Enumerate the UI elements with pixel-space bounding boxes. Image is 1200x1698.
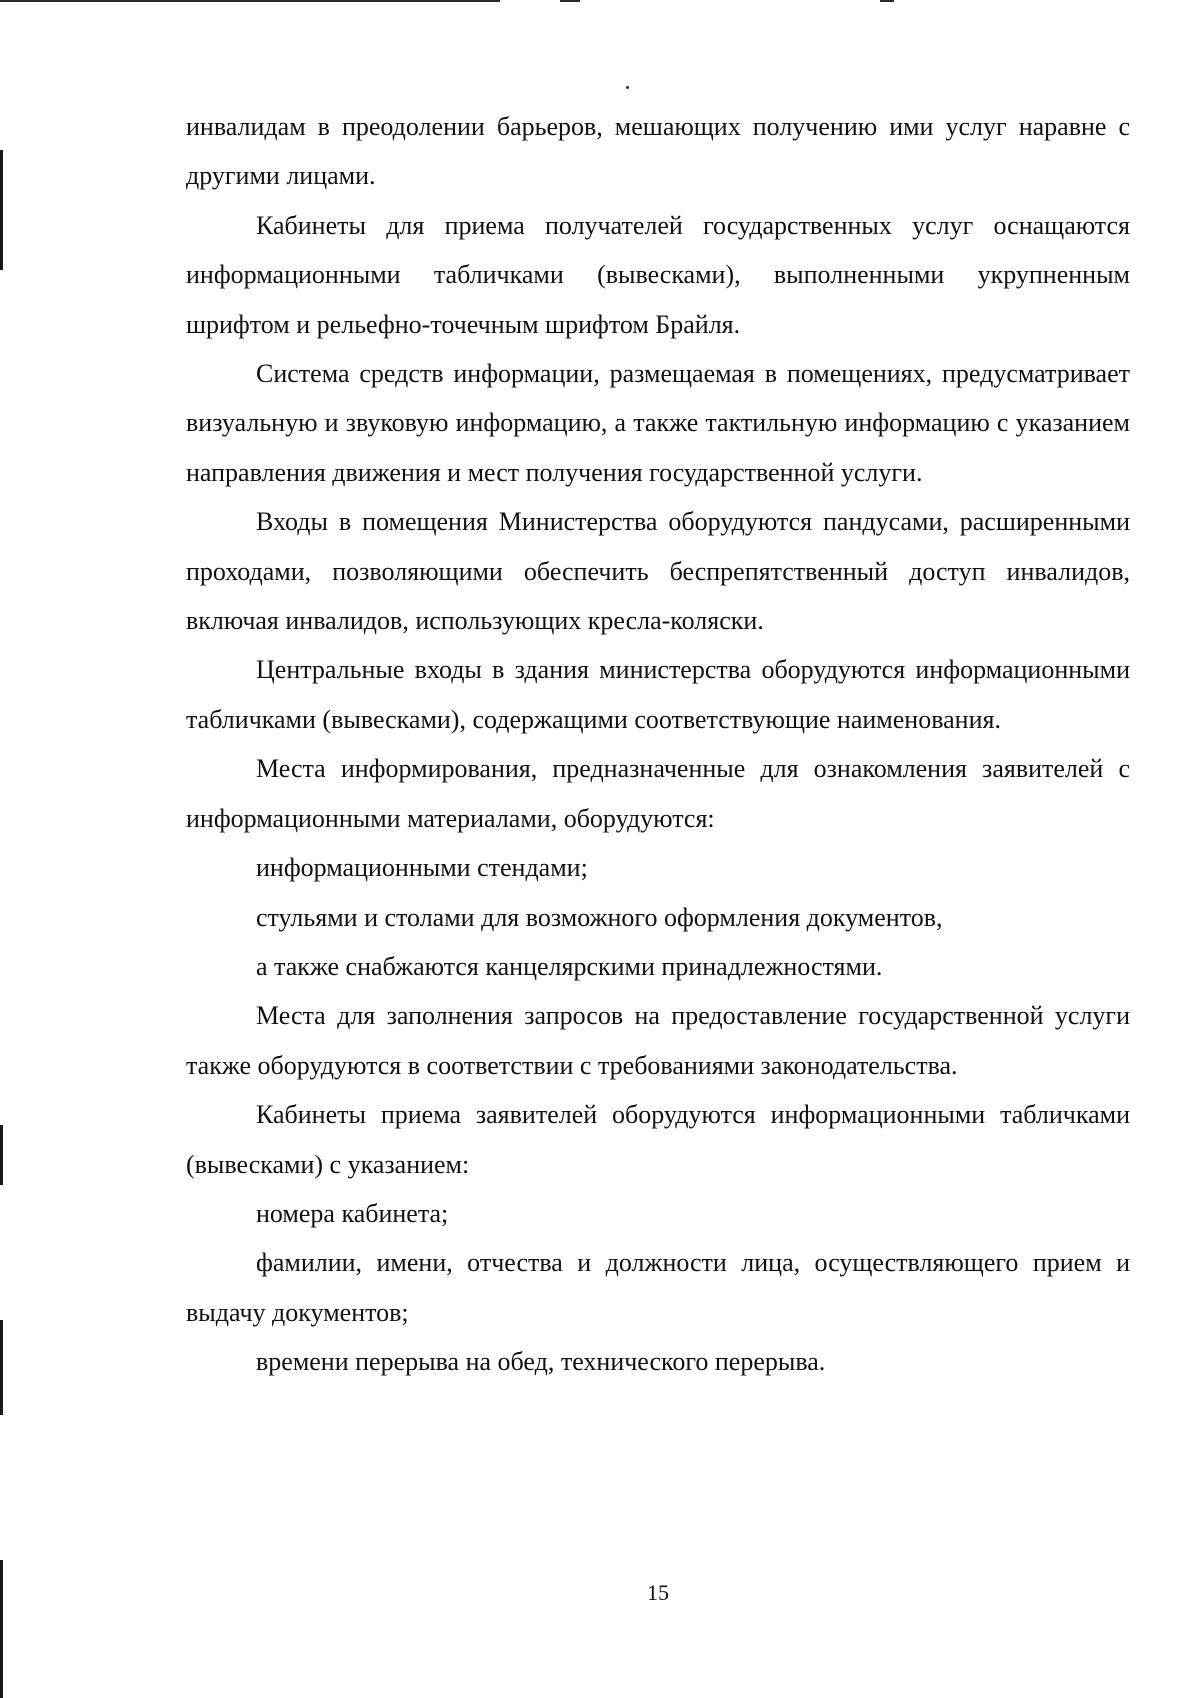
list-item: а также снабжаются канцелярскими принадлежностями. bbox=[256, 951, 883, 981]
list-item: фамилии, имени, отчества и должности лица, осуществляющего прием и выдачу документов; bbox=[186, 1248, 1130, 1327]
scan-left-edge bbox=[0, 150, 3, 270]
list-item: стульями и столами для возможного оформления документов, bbox=[256, 902, 943, 932]
list-item: времени перерыва на обед, технического перерыва. bbox=[256, 1347, 826, 1377]
paragraph: Центральные входы в здания министерства оборудуются информационными табличками (вывесками), содержащими соответствующие наименования. bbox=[186, 655, 1130, 734]
list-item: номера кабинета; bbox=[256, 1198, 449, 1228]
page-number: 15 bbox=[647, 1580, 669, 1605]
paragraph: Входы в помещения Министерства оборудуются пандусами, расширенными проходами, позволяющими обеспечить беспрепятственный доступ инвалидов, включая инвалидов, использующих кресла-коляски. bbox=[186, 507, 1130, 636]
scan-speck bbox=[626, 86, 629, 89]
scan-left-edge bbox=[0, 1320, 3, 1415]
scan-left-edge bbox=[0, 1125, 3, 1185]
scan-top-edge bbox=[0, 0, 500, 2]
paragraph: Места для заполнения запросов на предоставление государственной услуги также оборудуются в соответствии с требованиями законодательства. bbox=[186, 1001, 1130, 1080]
document-body bbox=[186, 102, 1130, 1387]
paragraph: инвалидам в преодолении барьеров, мешающих получению ими услуг наравне с другими лицами. bbox=[186, 112, 1130, 191]
paragraph: Места информирования, предназначенные для ознакомления заявителей с информационными материалами, оборудуются: bbox=[186, 754, 1130, 833]
scan-top-edge bbox=[560, 0, 580, 2]
paragraph: Кабинеты приема заявителей оборудуются информационными табличками (вывесками) с указанием: bbox=[186, 1100, 1130, 1179]
scan-top-edge bbox=[880, 0, 894, 2]
paragraph: Кабинеты для приема получателей государственных услуг оснащаются информационными табличками (вывесками), выполненными укрупненным шрифтом и рельефно-точечным шрифтом Брайля. bbox=[186, 210, 1130, 339]
paragraph: Система средств информации, размещаемая в помещениях, предусматривает визуальную и звуковую информацию, а также тактильную информацию с указанием направления движения и мест получения государственной услуги. bbox=[186, 359, 1130, 487]
list-item: информационными стендами; bbox=[256, 853, 588, 883]
